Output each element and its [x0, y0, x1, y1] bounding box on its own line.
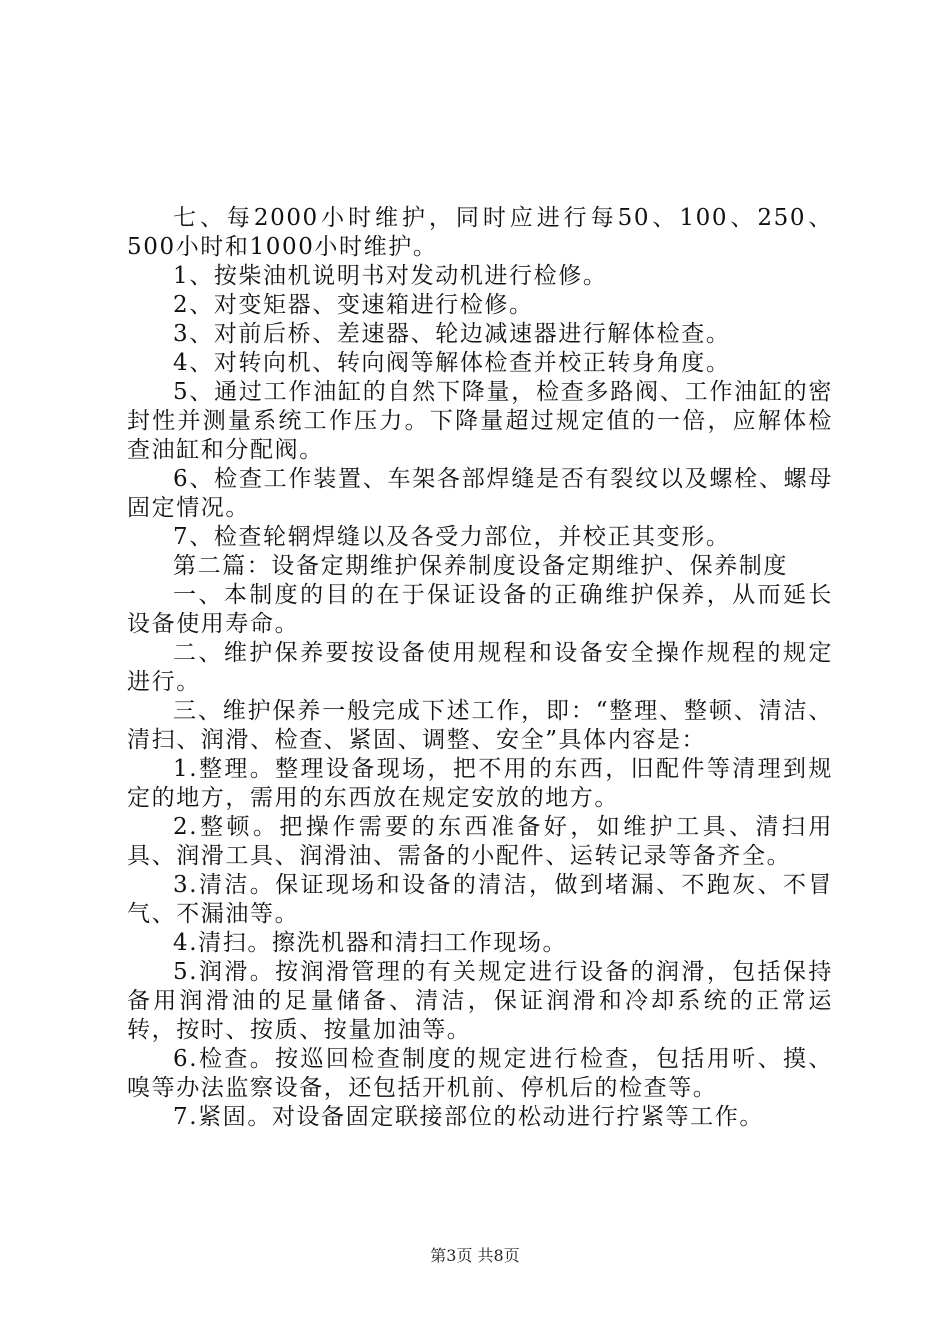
section-heading: 第二篇：设备定期维护保养制度设备定期维护、保养制度 — [173, 553, 788, 579]
paragraph: 4.清扫。擦洗机器和清扫工作现场。 — [173, 930, 568, 956]
paragraph: 2、对变矩器、变速箱进行检修。 — [173, 292, 534, 318]
paragraph: 5、通过工作油缸的自然下降量，检查多路阀、工作油缸的密封性并测量系统工作压力。下降量超过规定值的一倍，应解体检查油缸和分配阀。 — [127, 379, 833, 463]
paragraph: 2.整顿。把操作需要的东西准备好，如维护工具、清扫用具、润滑工具、润滑油、需备的小配件、运转记录等备齐全。 — [127, 814, 833, 869]
paragraph: 5.润滑。按润滑管理的有关规定进行设备的润滑，包括保持备用润滑油的足量储备、清洁，保证润滑和冷却系统的正常运转，按时、按质、按量加油等。 — [127, 959, 833, 1043]
paragraph: 3、对前后桥、差速器、轮边减速器进行解体检查。 — [173, 321, 731, 347]
paragraph: 三、维护保养一般完成下述工作，即：“整理、整顿、清洁、清扫、润滑、检查、紧固、调整、安全”具体内容是： — [127, 698, 833, 753]
document-body — [127, 204, 833, 1132]
paragraph: 七、每2000小时维护，同时应进行每50、100、250、500小时和1000小时维护。 — [127, 205, 833, 260]
paragraph: 1、按柴油机说明书对发动机进行检修。 — [173, 263, 608, 289]
paragraph: 一、本制度的目的在于保证设备的正确维护保养，从而延长设备使用寿命。 — [127, 582, 833, 637]
page-number: 第3页 共8页 — [430, 1246, 520, 1265]
paragraph: 7.紧固。对设备固定联接部位的松动进行拧紧等工作。 — [173, 1104, 764, 1130]
paragraph: 7、检查轮辋焊缝以及各受力部位，并校正其变形。 — [173, 524, 731, 550]
paragraph: 3.清洁。保证现场和设备的清洁，做到堵漏、不跑灰、不冒气、不漏油等。 — [127, 872, 833, 927]
paragraph: 4、对转向机、转向阀等解体检查并校正转身角度。 — [173, 350, 731, 376]
paragraph: 6.检查。按巡回检查制度的规定进行检查，包括用听、摸、嗅等办法监察设备，还包括开机前、停机后的检查等。 — [127, 1046, 833, 1101]
paragraph: 6、检查工作装置、车架各部焊缝是否有裂纹以及螺栓、螺母固定情况。 — [127, 466, 833, 521]
paragraph: 1.整理。整理设备现场，把不用的东西，旧配件等清理到规定的地方，需用的东西放在规定安放的地方。 — [127, 756, 833, 811]
paragraph: 二、维护保养要按设备使用规程和设备安全操作规程的规定进行。 — [127, 640, 833, 695]
